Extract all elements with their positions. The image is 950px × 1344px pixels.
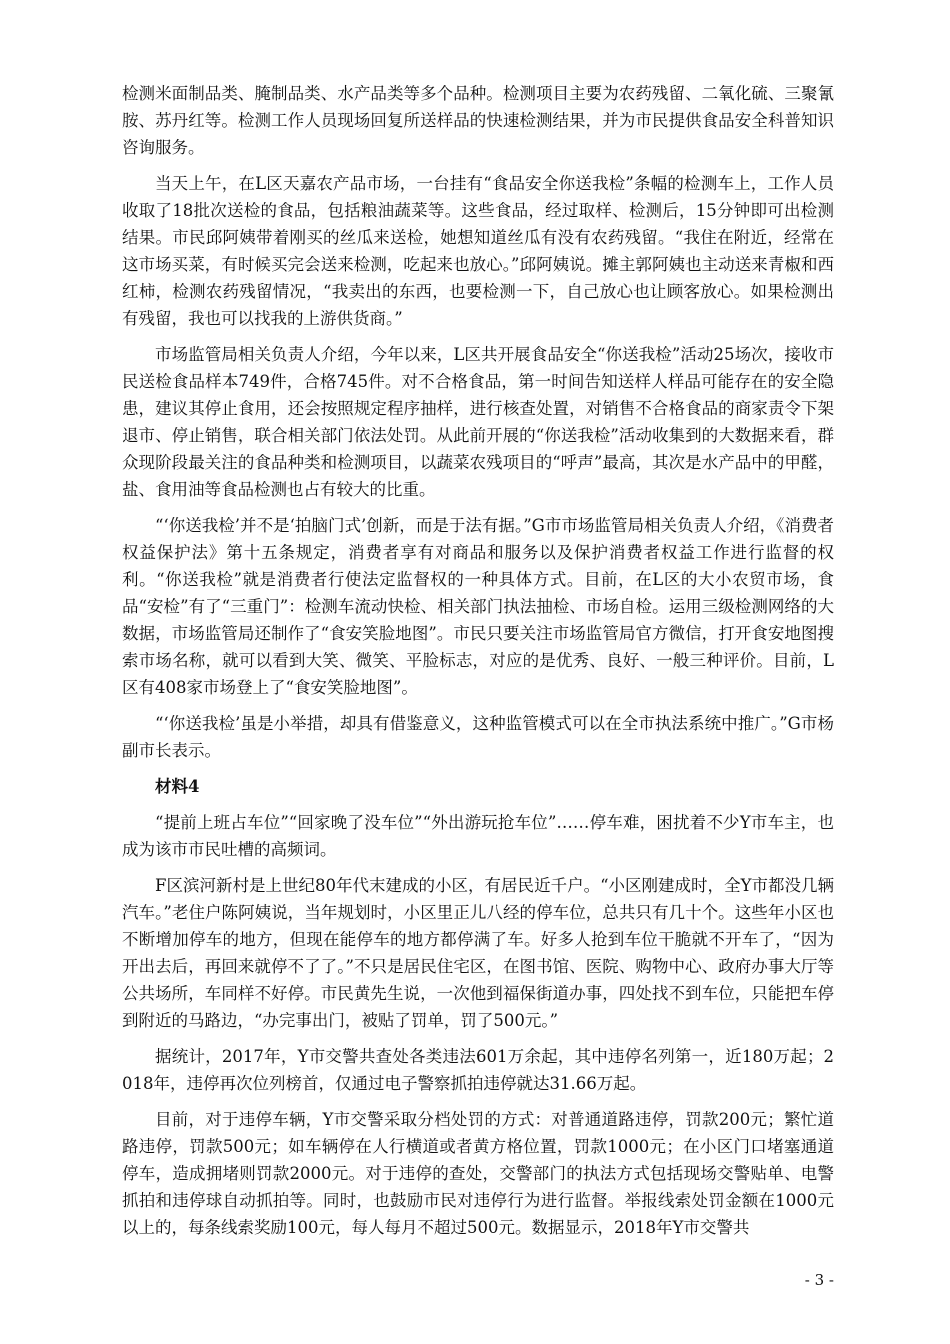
paragraph: 据统计，2017年，Y市交警共查处各类违法601万余起，其中违停名列第一，近180万起；2018年，违停再次位列榜首，仅通过电子警察抓拍违停就达31.66万起。 xyxy=(122,1047,834,1093)
section-heading: 材料4 xyxy=(155,777,200,796)
paragraph: “‘你送我检’虽是小举措，却具有借鉴意义，这种监管模式可以在全市执法系统中推广。”G市杨副市长表示。 xyxy=(122,714,834,760)
paragraph: 目前，对于违停车辆，Y市交警采取分档处罚的方式：对普通道路违停，罚款200元；繁忙道路违停，罚款500元；如车辆停在人行横道或者黄方格位置，罚款1000元；在小区门口堵塞通道停车，造成拥堵则罚款2000元。对于违停的查处，交警部门的执法方式包括现场交警贴单、电警抓拍和违停球自动抓拍等。同时，也鼓励市民对违停行为进行监督。举报线索处罚金额在1000元以上的，每条线索奖励100元，每人每月不超过500元。数据显示，2018年Y市交警共 xyxy=(122,1110,834,1237)
page-number: - 3 - xyxy=(804,1271,834,1289)
paragraph-continued: 检测米面制品类、腌制品类、水产品类等多个品种。检测项目主要为农药残留、二氧化硫、三聚氰胺、苏丹红等。检测工作人员现场回复所送样品的快速检测结果，并为市民提供食品安全科普知识咨询服务。 xyxy=(122,84,834,157)
paragraph: 当天上午，在L区天嘉农产品市场，一台挂有“食品安全你送我检”条幅的检测车上，工作人员收取了18批次送检的食品，包括粮油蔬菜等。这些食品，经过取样、检测后，15分钟即可出检测结果。市民邱阿姨带着刚买的丝瓜来送检，她想知道丝瓜有没有农药残留。“我住在附近，经常在这市场买菜，有时候买完会送来检测，吃起来也放心。”邱阿姨说。摊主郭阿姨也主动送来青椒和西红柿，检测农药残留情况，“我卖出的东西，也要检测一下，自己放心也让顾客放心。如果检测出有残留，我也可以找我的上游供货商。” xyxy=(122,174,834,328)
paragraph: F区滨河新村是上世纪80年代末建成的小区，有居民近千户。“小区刚建成时，全Y市都没几辆汽车。”老住户陈阿姨说，当年规划时，小区里正儿八经的停车位，总共只有几十个。这些年小区也不断增加停车的地方，但现在能停车的地方都停满了车。好多人抢到车位干脆就不开车了，“因为开出去后，再回来就停不了了。”不只是居民住宅区，在图书馆、医院、购物中心、政府办事大厅等公共场所，车同样不好停。市民黄先生说，一次他到福保街道办事，四处找不到车位，只能把车停到附近的马路边，“办完事出门，被贴了罚单，罚了500元。” xyxy=(122,876,834,1030)
paragraph: “提前上班占车位”“回家晚了没车位”“外出游玩抢车位”……停车难，困扰着不少Y市车主，也成为该市市民吐槽的高频词。 xyxy=(122,813,834,859)
document-body xyxy=(122,80,834,1250)
paragraph: “‘你送我检’并不是‘拍脑门式’创新，而是于法有据。”G市市场监管局相关负责人介绍，《消费者权益保护法》第十五条规定，消费者享有对商品和服务以及保护消费者权益工作进行监督的权利。“你送我检”就是消费者行使法定监督权的一种具体方式。目前，在L区的大小农贸市场，食品“安检”有了“三重门”：检测车流动快检、相关部门执法抽检、市场自检。运用三级检测网络的大数据，市场监管局还制作了“食安笑脸地图”。市民只要关注市场监管局官方微信，打开食安地图搜索市场名称，就可以看到大笑、微笑、平脸标志，对应的是优秀、良好、一般三种评价。目前，L区有408家市场登上了“食安笑脸地图”。 xyxy=(122,516,834,697)
paragraph: 市场监管局相关负责人介绍，今年以来，L区共开展食品安全“你送我检”活动25场次，接收市民送检食品样本749件，合格745件。对不合格食品，第一时间告知送样人样品可能存在的安全隐患，建议其停止食用，还会按照规定程序抽样，进行核查处置，对销售不合格食品的商家责令下架退市、停止销售，联合相关部门依法处罚。从此前开展的“你送我检”活动收集到的大数据来看，群众现阶段最关注的食品种类和检测项目，以蔬菜农残项目的“呼声”最高，其次是水产品中的甲醛，盐、食用油等食品检测也占有较大的比重。 xyxy=(122,345,834,499)
